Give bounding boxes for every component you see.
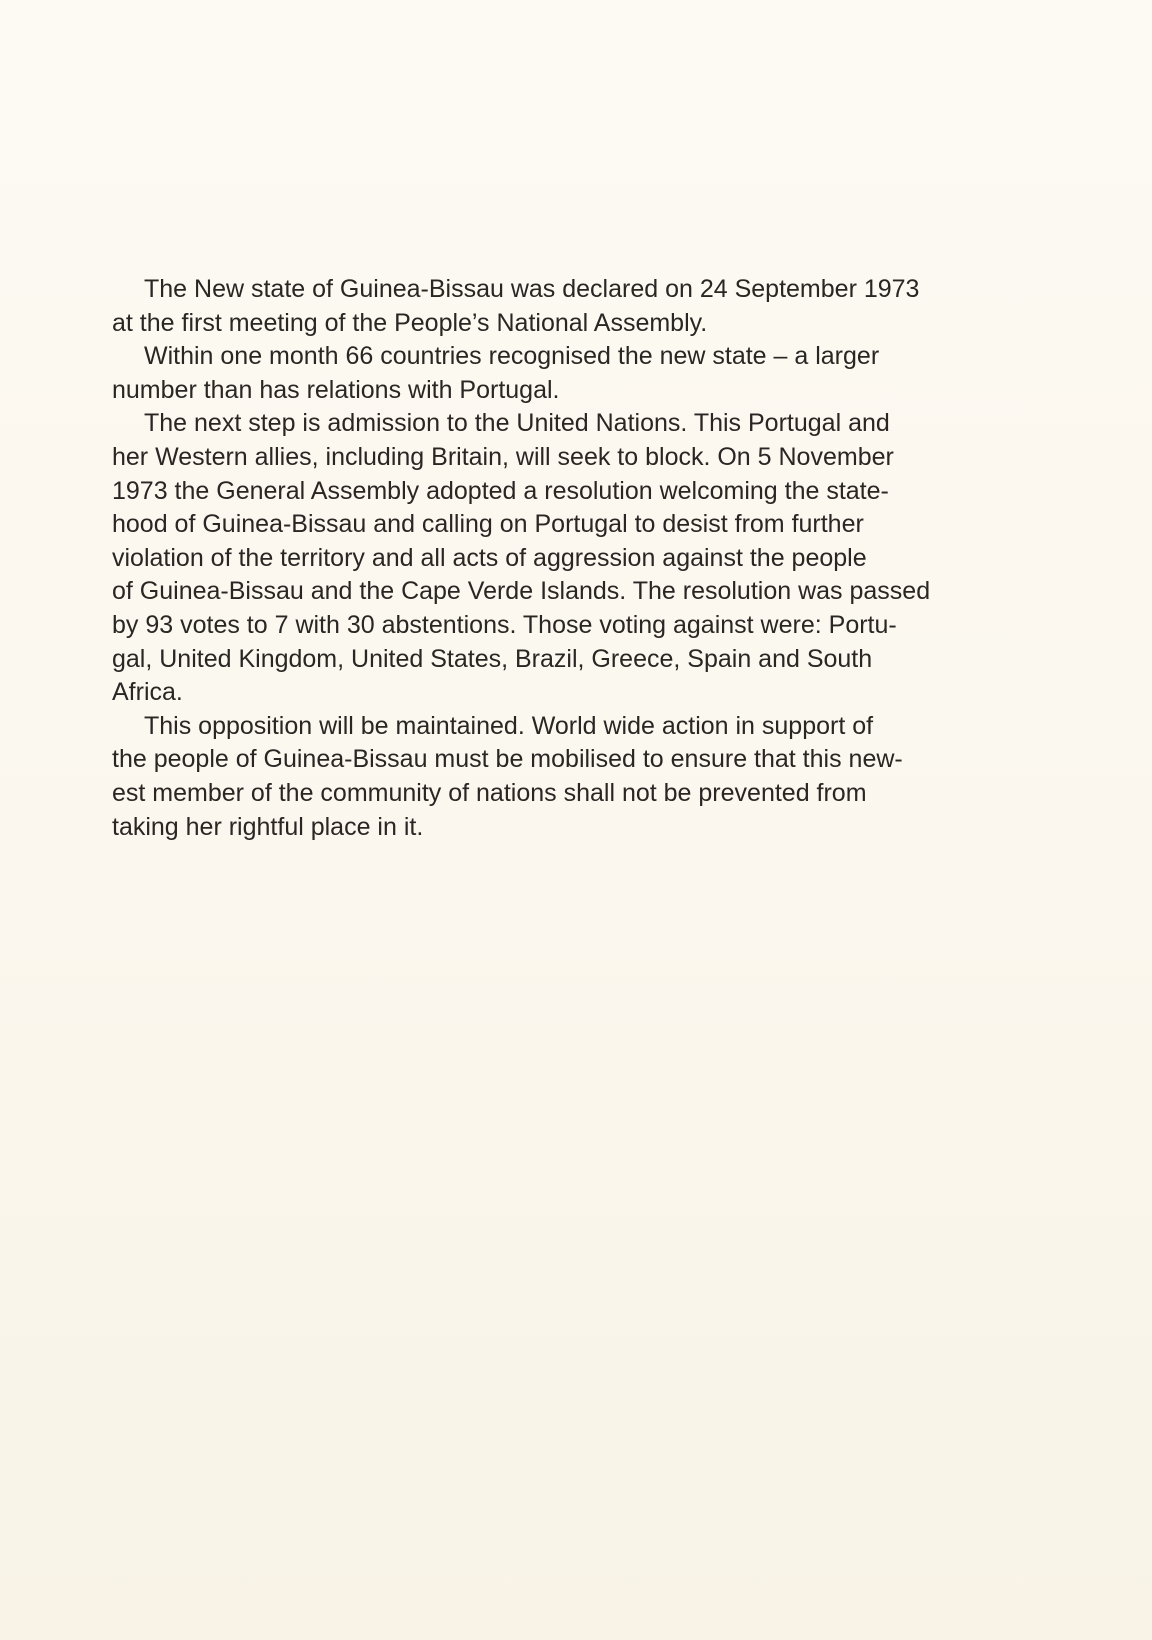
paragraph-line: This opposition will be maintained. World wide action in support of bbox=[144, 711, 874, 740]
body-text bbox=[112, 273, 1042, 844]
paragraph-line: by 93 votes to 7 with 30 abstentions. Those voting against were: Portu- bbox=[112, 610, 897, 639]
paragraph-line: at the first meeting of the People’s National Assembly. bbox=[112, 308, 708, 337]
paragraph-united-nations bbox=[112, 407, 1042, 709]
paragraph-declaration bbox=[112, 273, 1042, 340]
paragraph-line: taking her rightful place in it. bbox=[112, 812, 424, 841]
paragraph-recognition bbox=[112, 340, 1042, 407]
paragraph-line: number than has relations with Portugal. bbox=[112, 375, 560, 404]
paragraph-line: Within one month 66 countries recognised the new state – a larger bbox=[144, 342, 880, 371]
paragraph-line: The next step is admission to the United Nations. This Portugal and bbox=[144, 409, 890, 438]
paragraph-opposition bbox=[112, 710, 1042, 844]
paragraph-line: Africa. bbox=[112, 678, 183, 707]
paragraph-line: est member of the community of nations shall not be prevented from bbox=[112, 778, 867, 807]
paragraph-line: The New state of Guinea-Bissau was declared on 24 September 1973 bbox=[144, 275, 920, 303]
paragraph-line: of Guinea-Bissau and the Cape Verde Islands. The resolution was passed bbox=[112, 577, 931, 606]
paragraph-line: gal, United Kingdom, United States, Brazil, Greece, Spain and South bbox=[112, 644, 873, 673]
paragraph-line: her Western allies, including Britain, will seek to block. On 5 November bbox=[112, 442, 894, 471]
paragraph-line: 1973 the General Assembly adopted a resolution welcoming the state- bbox=[112, 476, 889, 505]
paragraph-line: hood of Guinea-Bissau and calling on Portugal to desist from further bbox=[112, 510, 864, 539]
paragraph-line: the people of Guinea-Bissau must be mobilised to ensure that this new- bbox=[112, 745, 903, 774]
paragraph-line: violation of the territory and all acts of aggression against the people bbox=[112, 543, 867, 572]
